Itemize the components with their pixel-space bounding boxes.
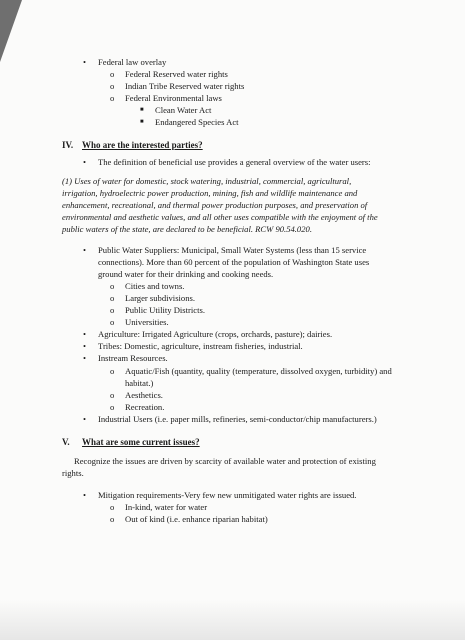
bullet-marker: o [110,93,115,103]
bullet-marker: o [110,81,115,91]
bullet-text: Cities and towns. [125,281,185,291]
bullet-marker: o [110,281,115,291]
bullet-marker: • [83,157,87,167]
bullet-text: Endangered Species Act [155,117,239,127]
bullet-marker: o [110,317,115,327]
bullet-continuation: ground water for their drinking and cooking needs. [98,269,274,279]
bullet-marker: • [83,414,87,424]
scan-edge-shadow [0,600,465,640]
bullet-text: Aesthetics. [125,390,163,400]
bullet-text: Industrial Users (i.e. paper mills, refineries, semi-conductor/chip manufacturers.) [98,414,377,424]
bullet-marker: o [110,305,115,315]
bullet-marker: o [110,514,115,524]
bullet-text: Agriculture: Irrigated Agriculture (crops, orchards, pasture); dairies. [98,329,333,339]
bullet-text: Clean Water Act [155,105,212,115]
section-title: Who are the interested parties? [82,140,203,150]
bullet-text: Recreation. [125,402,165,412]
bullet-text: Federal Environmental laws [125,93,222,103]
bullet-marker: o [110,402,115,412]
bullet-text: Aquatic/Fish (quantity, quality (temperature, dissolved oxygen, turbidity) and [125,366,392,376]
bullet-marker: ■ [140,107,144,113]
bullet-text: Instream Resources. [98,353,168,363]
bullet-marker: • [83,245,87,255]
bullet-marker: • [83,57,87,67]
bullet-marker: • [83,341,87,351]
section-title: What are some current issues? [82,437,200,447]
bullet-text: Federal law overlay [98,57,167,67]
bullet-marker: o [110,366,115,376]
statute-quote-line: environmental and aesthetic values, and all other uses compatible with the enjoyment of the [62,212,378,222]
bullet-text: Larger subdivisions. [125,293,196,303]
bullet-text: Public Water Suppliers: Municipal, Small Water Systems (less than 15 service [98,245,367,255]
bullet-marker: ■ [140,119,144,125]
section-number: V. [62,437,70,447]
paragraph-line: rights. [62,468,84,478]
bullet-marker: • [83,329,87,339]
bullet-text: Federal Reserved water rights [125,69,228,79]
statute-quote-line: public waters of the state, are declared to be beneficial. RCW 90.54.020. [62,224,312,234]
bullet-text: Tribes: Domestic, agriculture, instream fisheries, industrial. [98,341,303,351]
statute-quote-line: enhancement, recreational, and thermal power production purposes, and preservation of [62,200,368,210]
bullet-marker: • [83,353,87,363]
bullet-continuation: connections). More than 60 percent of the population of Washington State uses [98,257,370,267]
bullet-text: Out of kind (i.e. enhance riparian habitat) [125,514,268,524]
bullet-marker: o [110,390,115,400]
statute-quote-line: (1) Uses of water for domestic, stock watering, industrial, commercial, agricultural, [62,176,352,186]
bullet-text: The definition of beneficial use provides a general overview of the water users: [98,157,371,167]
statute-quote-line: irrigation, hydroelectric power production, mining, fish and wildlife maintenance and [62,188,358,198]
bullet-marker: • [83,490,87,500]
paragraph-line: Recognize the issues are driven by scarcity of available water and protection of existing [74,456,376,466]
bullet-text: In-kind, water for water [125,502,208,512]
bullet-marker: o [110,293,115,303]
bullet-text: Universities. [125,317,169,327]
bullet-text: Public Utility Districts. [125,305,205,315]
folded-corner-shadow [0,0,22,62]
bullet-marker: o [110,502,115,512]
section-number: IV. [62,140,74,150]
bullet-marker: o [110,69,115,79]
bullet-text: Indian Tribe Reserved water rights [125,81,245,91]
bullet-text: Mitigation requirements-Very few new unmitigated water rights are issued. [98,490,357,500]
sub-bullet-continuation: habitat.) [125,378,154,388]
